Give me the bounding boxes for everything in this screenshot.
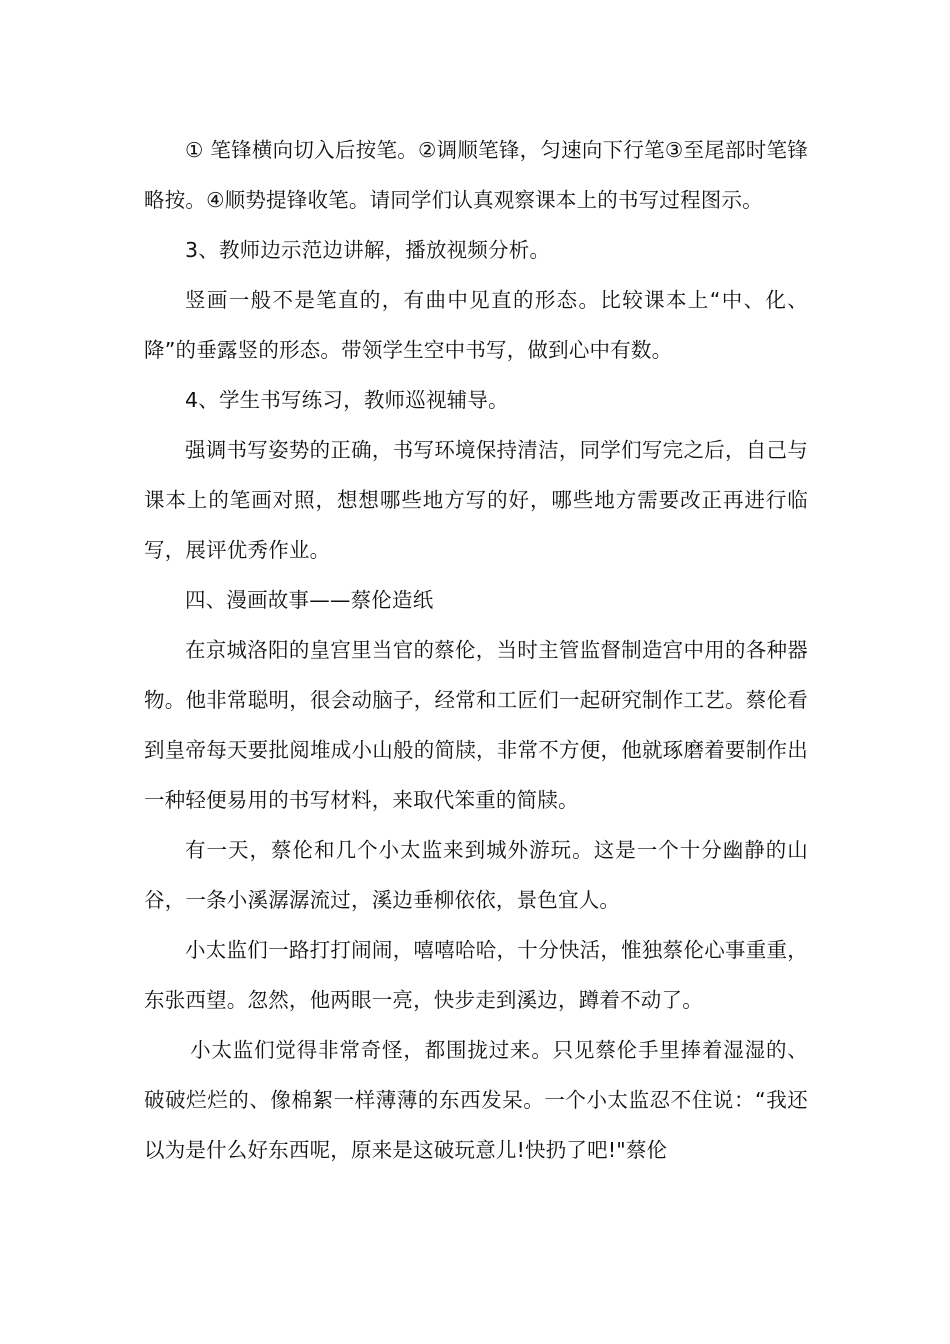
paragraph-stroke-steps: ① 笔锋横向切入后按笔。②调顺笔锋，匀速向下行笔③至尾部时笔锋略按。④顺势提锋收笔。请同学们认真观察课本上的书写过程图示。 <box>144 138 808 212</box>
document-body <box>144 125 808 1175</box>
paragraph-story-discovery: 小太监们一路打打闹闹，嘻嘻哈哈，十分快活，惟独蔡伦心事重重，东张西望。忽然，他两眼一亮，快步走到溪边，蹲着不动了。 <box>144 938 808 1012</box>
paragraph-student-practice: 4、学生书写练习，教师巡视辅导。 <box>185 388 509 412</box>
paragraph-writing-posture: 强调书写姿势的正确，书写环境保持清洁，同学们写完之后，自己与课本上的笔画对照，想想哪些地方写的好，哪些地方需要改正再进行临写，展评优秀作业。 <box>144 438 808 562</box>
paragraph-story-dialogue: 小太监们觉得非常奇怪，都围拢过来。只见蔡伦手里捧着湿湿的、破破烂烂的、像棉絮一样薄薄的东西发呆。一个小太监忍不住说：“我还以为是什么好东西呢，原来是这破玩意儿!快扔了吧!"蔡伦 <box>144 1038 808 1162</box>
paragraph-story-outing: 有一天，蔡伦和几个小太监来到城外游玩。这是一个十分幽静的山谷，一条小溪潺潺流过，溪边垂柳依依，景色宜人。 <box>144 838 808 912</box>
paragraph-teacher-demo: 3、教师边示范边讲解，播放视频分析。 <box>185 238 551 262</box>
paragraph-vertical-stroke: 竖画一般不是笔直的，有曲中见直的形态。比较课本上“中、化、降”的垂露竖的形态。带领学生空中书写，做到心中有数。 <box>144 288 808 362</box>
paragraph-story-intro: 在京城洛阳的皇宫里当官的蔡伦，当时主管监督制造宫中用的各种器物。他非常聪明，很会动脑子，经常和工匠们一起研究制作工艺。蔡伦看到皇帝每天要批阅堆成小山般的简牍，非常不方便，他就琢磨着要制作出一种轻便易用的书写材料，来取代笨重的简牍。 <box>144 638 808 812</box>
section-heading-cai-lun: 四、漫画故事——蔡伦造纸 <box>185 588 434 612</box>
